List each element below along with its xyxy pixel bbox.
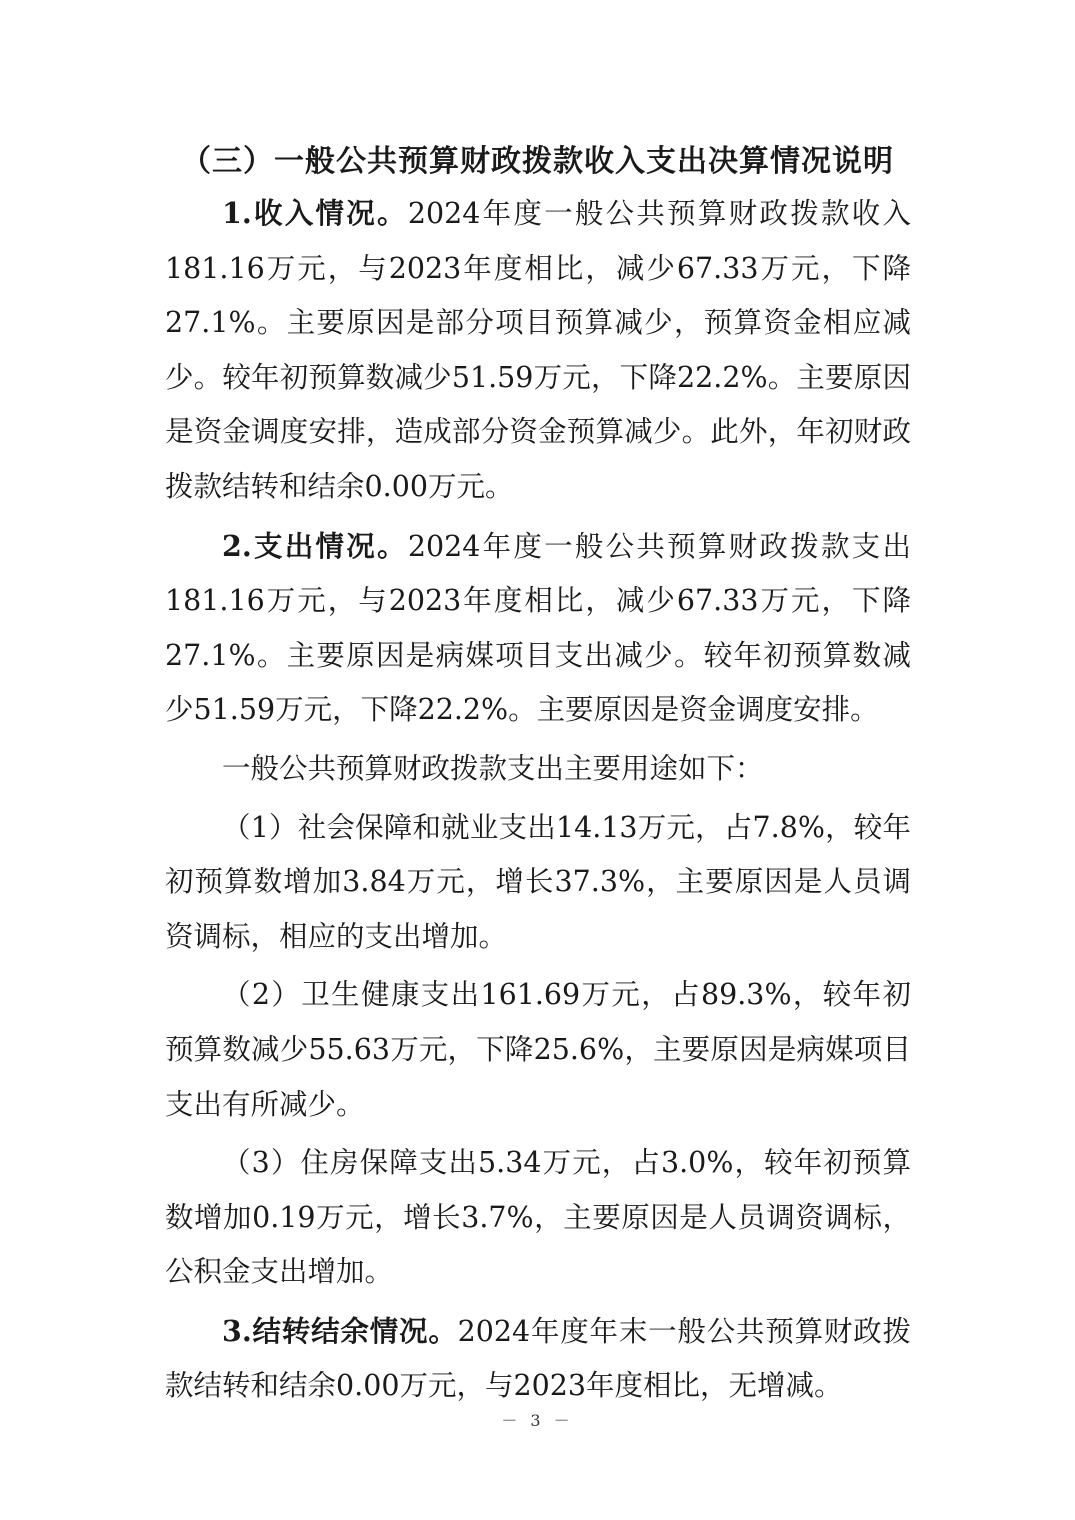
use-item-health: （2）卫生健康支出161.69万元，占89.3%，较年初预算数减少55.63万元，下降25.6%，主要原因是病媒项目支出有所减少。 — [165, 978, 911, 1121]
balance-paragraph — [165, 1304, 911, 1414]
page-number: － 3 － — [501, 1411, 574, 1430]
balance-heading: 3.结转结余情况。 — [222, 1313, 458, 1348]
use-item-social-security: （1）社会保障和就业支出14.13万元，占7.8%，较年初预算数增加3.84万元，增长37.3%，主要原因是人员调资调标，相应的支出增加。 — [165, 810, 911, 953]
expenditure-heading: 2.支出情况。 — [222, 528, 408, 563]
section-title: （三）一般公共预算财政拨款收入支出决算情况说明 — [181, 144, 894, 179]
income-heading: 1.收入情况。 — [222, 196, 408, 230]
expenditure-text: 2024年度一般公共预算财政拨款支出181.16万元，与2023年度相比，减少67.33万元，下降27.1%。主要原因是病媒项目支出减少。较年初预算数减少51.59万元，下降22.2%。主要原因是资金调度安排。 — [165, 529, 911, 727]
uses-intro: 一般公共预算财政拨款支出主要用途如下： — [222, 751, 764, 785]
income-text: 2024年度一般公共预算财政拨款收入181.16万元，与2023年度相比，减少67.33万元，下降27.1%。主要原因是部分项目预算减少，预算资金相应减少。较年初预算数减少51.59万元，下降22.2%。主要原因是资金调度安排，造成部分资金预算减少。此外，年初财政拨款结转和结余0.00万元。 — [165, 197, 911, 503]
balance-text: 2024年度年末一般公共预算财政拨款结转和结余0.00万元，与2023年度相比，无增减。 — [165, 1314, 911, 1403]
document-body — [165, 186, 911, 1414]
use-item-housing: （3）住房保障支出5.34万元，占3.0%，较年初预算数增加0.19万元，增长3.7%，主要原因是人员调资调标，公积金支出增加。 — [165, 1146, 911, 1289]
expenditure-paragraph — [165, 519, 911, 738]
income-paragraph — [165, 186, 911, 515]
